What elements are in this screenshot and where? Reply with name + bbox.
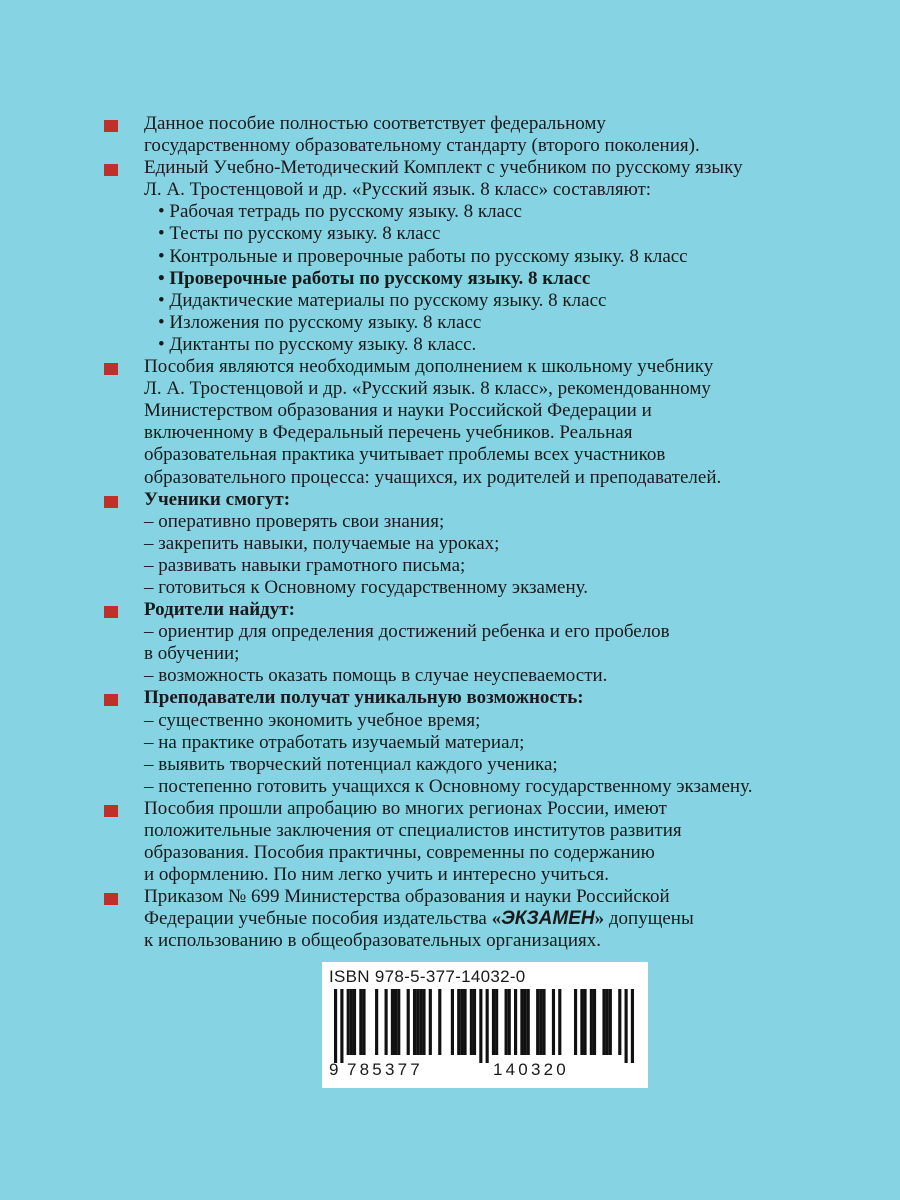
publisher-brand: ЭКЗАМЕН bbox=[501, 908, 595, 930]
teachers-heading: Преподаватели получат уникальную возможность: bbox=[144, 687, 584, 709]
ean-first-digit: 9 bbox=[329, 1060, 339, 1079]
barcode-bar bbox=[523, 989, 526, 1055]
back-cover-text bbox=[104, 113, 894, 953]
barcode-guard-bar bbox=[486, 989, 489, 1063]
barcode-guard-bar bbox=[479, 989, 482, 1063]
bullet-square-icon bbox=[104, 363, 118, 375]
barcode-bar bbox=[413, 989, 416, 1055]
barcode-bar bbox=[407, 989, 410, 1055]
barcode-guard-bar bbox=[334, 989, 337, 1063]
umk-item: • Дидактические материалы по русскому языку. 8 класс bbox=[158, 289, 607, 311]
bullet-square-icon bbox=[104, 805, 118, 817]
supplement-line: Л. А. Тростенцовой и др. «Русский язык. 8 класс», рекомендованному bbox=[144, 378, 711, 400]
barcode-bar bbox=[505, 989, 508, 1055]
order-block bbox=[104, 886, 894, 952]
barcode-bar bbox=[385, 989, 388, 1055]
barcode-guard-bar bbox=[625, 989, 628, 1063]
umk-item: • Диктанты по русскому языку. 8 класс. bbox=[158, 333, 477, 355]
students-item: – готовиться к Основному государственному экзамену. bbox=[144, 576, 588, 598]
umk-item: • Рабочая тетрадь по русскому языку. 8 класс bbox=[158, 201, 522, 223]
umk-block bbox=[104, 157, 894, 356]
barcode-bar bbox=[574, 989, 577, 1055]
barcode-bar bbox=[470, 989, 473, 1055]
supplement-line: Пособия являются необходимым дополнением к школьному учебнику bbox=[144, 356, 714, 378]
barcode-bar bbox=[536, 989, 539, 1055]
barcode-bar bbox=[347, 989, 350, 1055]
barcode-bar bbox=[460, 989, 463, 1055]
bullet-square-icon bbox=[104, 606, 118, 618]
barcode-bar bbox=[422, 989, 425, 1055]
barcode-bar bbox=[451, 989, 454, 1055]
barcode-bar bbox=[429, 989, 432, 1055]
order-text: Федерации учебные пособия издательства bbox=[144, 908, 492, 930]
umk-line: Л. А. Тростенцовой и др. «Русский язык. 8 класс» составляют: bbox=[144, 179, 652, 201]
intro-line: Данное пособие полностью соответствует федеральному bbox=[144, 113, 606, 134]
barcode-bar bbox=[609, 989, 612, 1055]
ean-left-digits: 785377 bbox=[347, 1060, 423, 1079]
umk-item: • Изложения по русскому языку. 8 класс bbox=[158, 311, 482, 333]
barcode-bar bbox=[618, 989, 621, 1055]
bullet-square-icon bbox=[104, 120, 118, 132]
ean-right-digits: 140320 bbox=[493, 1060, 569, 1079]
approval-line: Пособия прошли апробацию во многих регионах России, имеют bbox=[144, 797, 667, 819]
approval-line: образования. Пособия практичны, современны по содержанию bbox=[144, 842, 655, 864]
barcode-bar bbox=[416, 989, 419, 1055]
barcode-bar bbox=[495, 989, 498, 1055]
intro-block bbox=[104, 113, 894, 157]
barcode-bar bbox=[514, 989, 517, 1055]
barcode-bar bbox=[606, 989, 609, 1055]
barcode-bar bbox=[394, 989, 397, 1055]
approval-line: положительные заключения от специалистов институтов развития bbox=[144, 820, 682, 841]
supplement-line: включенному в Федеральный перечень учебников. Реальная bbox=[144, 422, 633, 444]
barcode-bar bbox=[539, 989, 542, 1055]
supplement-block bbox=[104, 356, 894, 489]
parents-item: в обучении; bbox=[144, 643, 240, 665]
barcode-guard-bar bbox=[631, 989, 634, 1063]
barcode-bar bbox=[391, 989, 394, 1055]
order-line bbox=[144, 908, 894, 930]
barcode-bar bbox=[362, 989, 365, 1055]
teachers-item: – существенно экономить учебное время; bbox=[144, 709, 481, 731]
parents-item: – ориентир для определения достижений ребенка и его пробелов bbox=[144, 621, 670, 643]
students-item: – развивать навыки грамотного письма; bbox=[144, 554, 466, 576]
approval-line: и оформлению. По ним легко учить и интересно учиться. bbox=[144, 864, 610, 886]
barcode-bar bbox=[375, 989, 378, 1055]
students-block bbox=[104, 489, 894, 599]
barcode-bar bbox=[558, 989, 561, 1055]
bullet-square-icon bbox=[104, 893, 118, 905]
barcode-bar bbox=[590, 989, 593, 1055]
teachers-item: – на практике отработать изучаемый материал; bbox=[144, 731, 525, 753]
quote-open: « bbox=[491, 908, 502, 930]
umk-item-highlighted: • Проверочные работы по русскому языку. 8 класс bbox=[158, 267, 591, 289]
bullet-square-icon bbox=[104, 164, 118, 176]
supplement-line: образовательная практика учитывает проблемы всех участников bbox=[144, 444, 666, 466]
quote-close: » bbox=[594, 908, 605, 930]
barcode-bar bbox=[457, 989, 460, 1055]
bullet-square-icon bbox=[104, 694, 118, 706]
teachers-block bbox=[104, 687, 894, 797]
barcode-bar bbox=[353, 989, 356, 1055]
barcode-bar bbox=[438, 989, 441, 1055]
barcode-bar bbox=[350, 989, 353, 1055]
supplement-line: образовательного процесса: учащихся, их родителей и преподавателей. bbox=[144, 466, 722, 488]
intro-line: государственному образовательному стандарту (второго поколения). bbox=[144, 135, 700, 157]
umk-line: Единый Учебно-Методический Комплект с учебником по русскому языку bbox=[144, 157, 743, 179]
teachers-item: – постепенно готовить учащихся к Основному государственному экзамену. bbox=[144, 775, 753, 797]
order-text: допущены bbox=[604, 908, 694, 930]
barcode-bar bbox=[602, 989, 605, 1055]
parents-item: – возможность оказать помощь в случае неуспеваемости. bbox=[144, 665, 608, 687]
students-item: – закрепить навыки, получаемые на уроках; bbox=[144, 532, 500, 554]
barcode-bar bbox=[419, 989, 422, 1055]
barcode-bar bbox=[508, 989, 511, 1055]
barcode-bar bbox=[580, 989, 583, 1055]
parents-heading: Родители найдут: bbox=[144, 599, 295, 621]
barcode-bar bbox=[359, 989, 362, 1055]
teachers-item: – выявить творческий потенциал каждого ученика; bbox=[144, 753, 558, 775]
barcode-bar bbox=[583, 989, 586, 1055]
parents-block bbox=[104, 599, 894, 687]
students-heading: Ученики смогут: bbox=[144, 488, 291, 510]
isbn-barcode bbox=[322, 962, 648, 1088]
order-line: к использованию в общеобразовательных организациях. bbox=[144, 930, 601, 952]
barcode-bar bbox=[552, 989, 555, 1055]
supplement-line: Министерством образования и науки Российской Федерации и bbox=[144, 400, 652, 422]
barcode-bars bbox=[334, 989, 634, 1063]
barcode-bar bbox=[492, 989, 495, 1055]
students-item: – оперативно проверять свои знания; bbox=[144, 510, 445, 532]
approval-block bbox=[104, 798, 894, 886]
umk-item: • Контрольные и проверочные работы по русскому языку. 8 класс bbox=[158, 245, 688, 267]
barcode-bar bbox=[463, 989, 466, 1055]
barcode-bar bbox=[473, 989, 476, 1055]
barcode-bar bbox=[397, 989, 400, 1055]
umk-item: • Тесты по русскому языку. 8 класс bbox=[158, 223, 441, 245]
barcode-guard-bar bbox=[340, 989, 343, 1063]
barcode-bar bbox=[527, 989, 530, 1055]
order-line: Приказом № 699 Министерства образования и науки Российской bbox=[144, 886, 670, 908]
barcode-bar bbox=[542, 989, 545, 1055]
barcode-bar bbox=[520, 989, 523, 1055]
isbn-label: ISBN 978-5-377-14032-0 bbox=[329, 967, 526, 986]
barcode-bar bbox=[593, 989, 596, 1055]
bullet-square-icon bbox=[104, 496, 118, 508]
